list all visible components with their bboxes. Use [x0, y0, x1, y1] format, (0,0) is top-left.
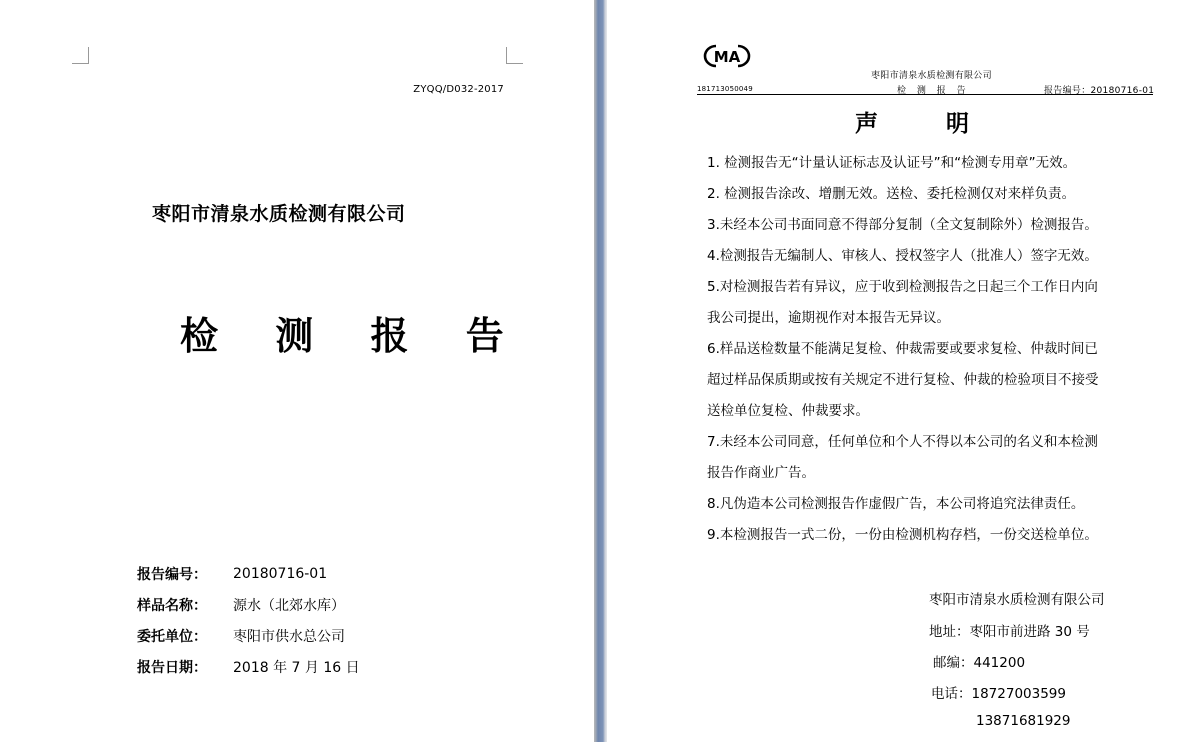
declaration-line: 1. 检测报告无“计量认证标志及认证号”和“检测专用章”无效。: [707, 155, 1077, 171]
header-company: 枣阳市清泉水质检测有限公司: [871, 71, 992, 81]
info-label: 样品名称：: [137, 597, 207, 614]
declaration-line: 送检单位复检、仲裁要求。: [707, 403, 869, 419]
info-row-report-date: [137, 651, 360, 682]
header-doc-type: 检 测 报 告: [897, 86, 970, 96]
header-report-number: 报告编号：20180716-01: [1044, 86, 1155, 96]
declaration-page: [607, 0, 1204, 742]
contact-phone: 电话：18727003599: [931, 686, 1066, 702]
info-row-sample-name: [137, 589, 360, 620]
crop-mark-top-left: [72, 47, 89, 64]
info-row-report-no: [137, 558, 360, 589]
cma-logo-icon: [702, 43, 752, 69]
contact-phone-secondary: 13871681929: [976, 713, 1071, 729]
info-label: 委托单位：: [137, 628, 207, 645]
contact-address: 地址：枣阳市前进路 30 号: [929, 624, 1090, 640]
cover-company-name: 枣阳市清泉水质检测有限公司: [152, 203, 406, 225]
cover-page: [0, 0, 594, 742]
page-gap-divider: [594, 0, 607, 742]
declaration-line: 8.凡伪造本公司检测报告作虚假广告，本公司将追究法律责任。: [707, 496, 1085, 512]
info-value: 源水（北郊水库）: [233, 597, 345, 614]
crop-mark-top-right: [506, 47, 523, 64]
declaration-line: 7.未经本公司同意，任何单位和个人不得以本公司的名义和本检测: [707, 434, 1098, 450]
info-row-client: [137, 620, 360, 651]
info-value: 20180716-01: [233, 565, 328, 582]
declaration-line: 4.检测报告无编制人、审核人、授权签字人（批准人）签字无效。: [707, 248, 1098, 264]
cma-logo-text: MA: [713, 48, 741, 66]
declaration-line: 3.未经本公司书面同意不得部分复制（全文复制除外）检测报告。: [707, 217, 1098, 233]
header-rule: [697, 94, 1153, 95]
declaration-title: 声 明: [855, 110, 1000, 137]
declaration-list: [707, 148, 1127, 551]
declaration-line: 9.本检测报告一式二份，一份由检测机构存档，一份交送检单位。: [707, 527, 1098, 543]
cover-report-title: 检 测 报 告: [180, 313, 526, 358]
declaration-line: 报告作商业广告。: [707, 465, 815, 481]
contact-postcode: 邮编：441200: [933, 655, 1026, 671]
cover-info-block: [137, 558, 360, 682]
info-label: 报告日期：: [137, 659, 207, 676]
declaration-line: 我公司提出，逾期视作对本报告无异议。: [707, 310, 950, 326]
standard-code: ZYQQ/D032-2017: [413, 84, 504, 95]
info-label: 报告编号：: [137, 566, 207, 583]
declaration-line: 6.样品送检数量不能满足复检、仲裁需要或要求复检、仲裁时间已: [707, 341, 1098, 357]
declaration-line: 5.对检测报告若有异议，应于收到检测报告之日起三个工作日内向: [707, 279, 1098, 295]
info-value: 枣阳市供水总公司: [233, 628, 345, 645]
info-value: 2018 年 7 月 16 日: [233, 659, 360, 676]
header-serial-number: 181713050049: [697, 85, 753, 93]
contact-company: 枣阳市清泉水质检测有限公司: [929, 592, 1105, 608]
declaration-line: 2. 检测报告涂改、增删无效。送检、委托检测仅对来样负责。: [707, 186, 1076, 202]
declaration-line: 超过样品保质期或按有关规定不进行复检、仲裁的检验项目不接受: [707, 372, 1099, 388]
